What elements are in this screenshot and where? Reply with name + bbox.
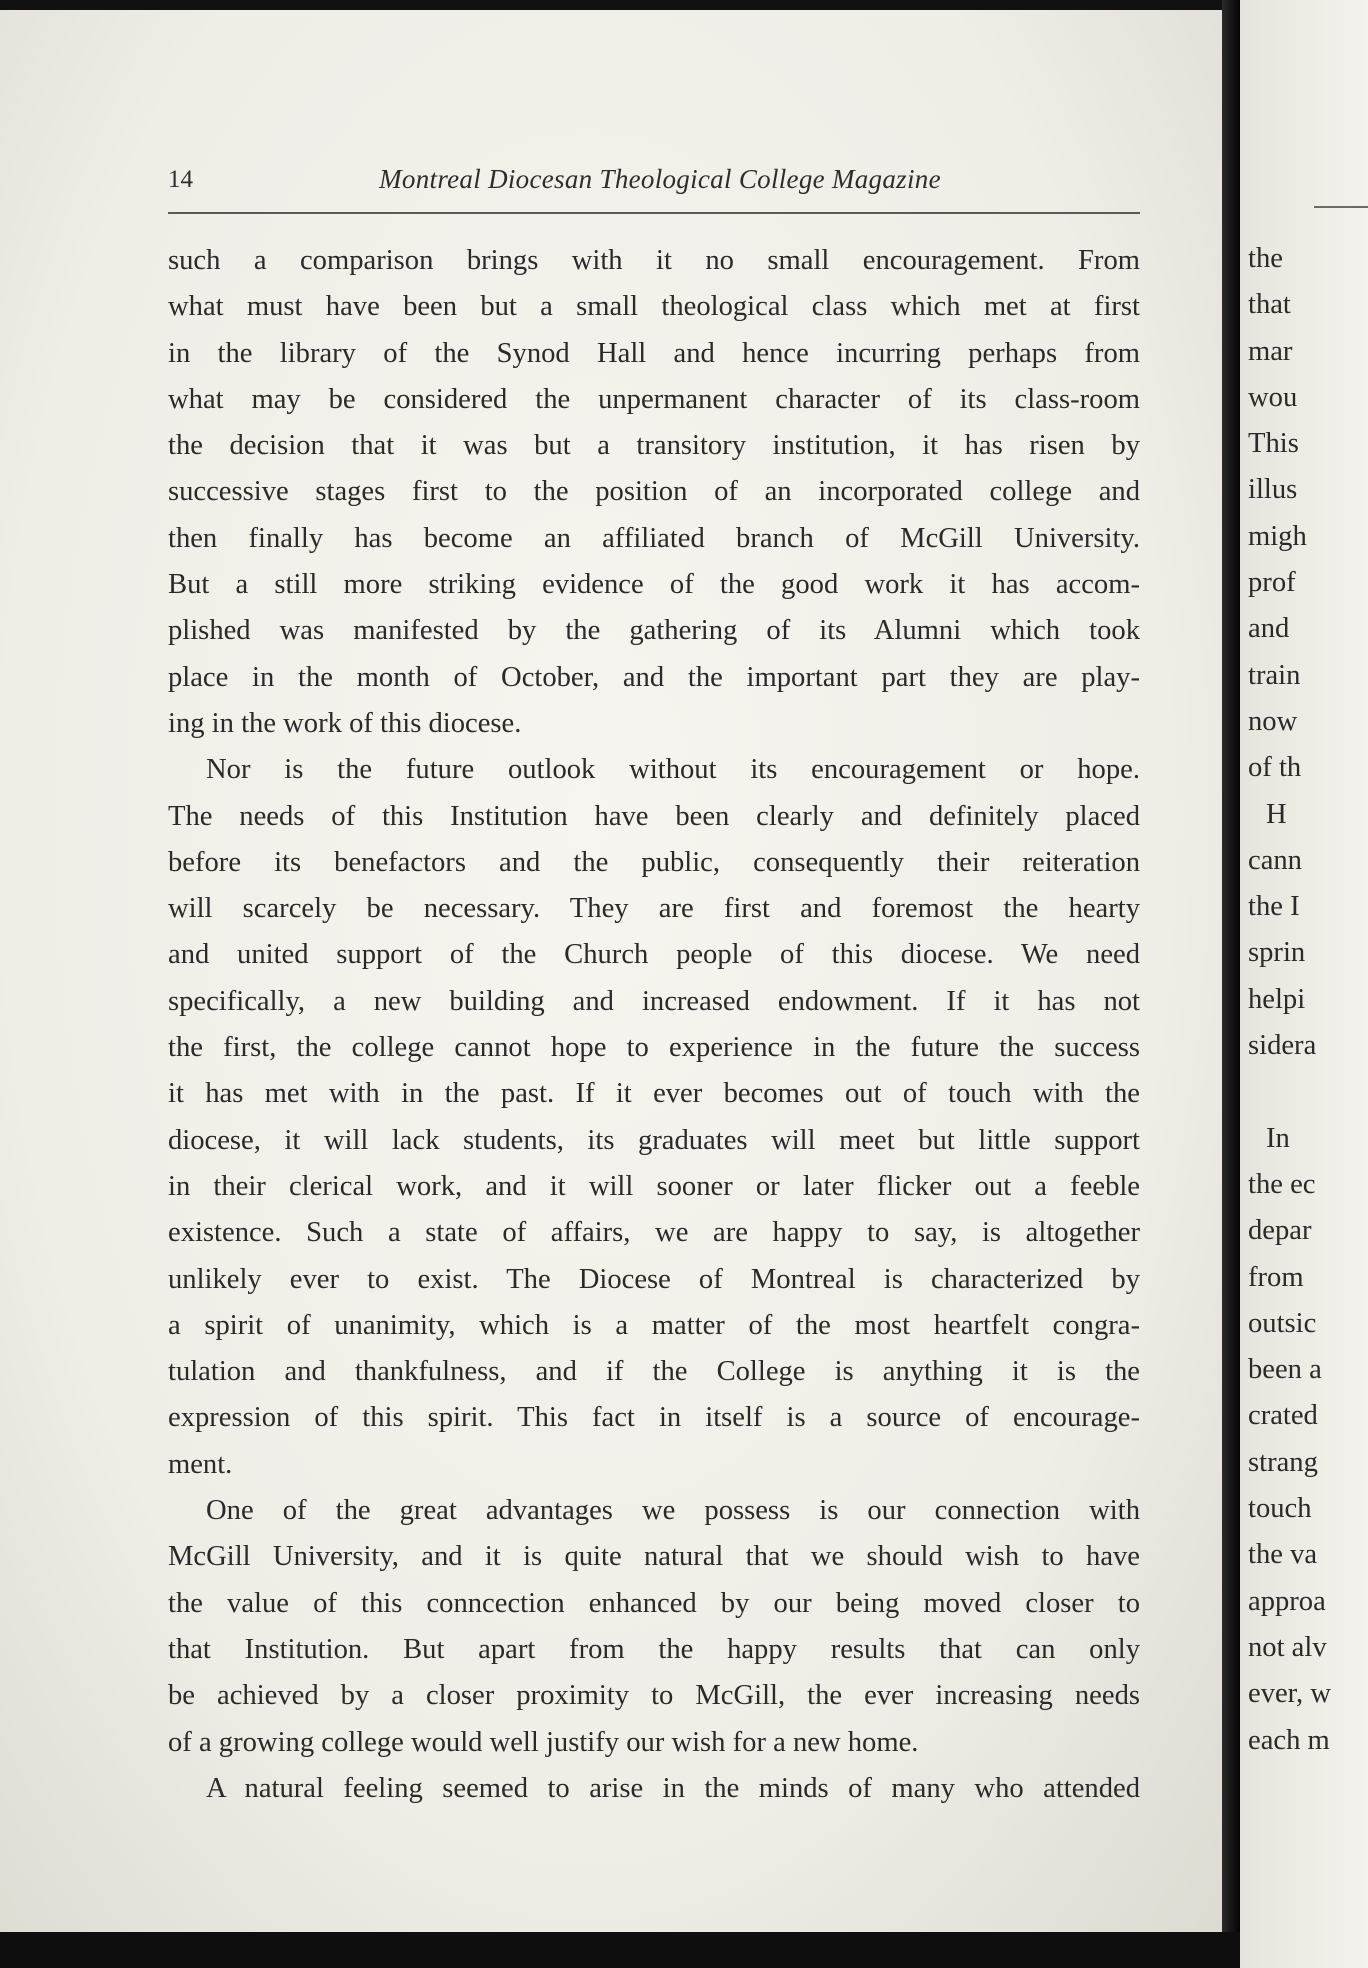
text-fragment (1248, 1069, 1368, 1115)
text-fragment: H (1266, 798, 1287, 830)
text-fragment: wou (1248, 381, 1298, 413)
text-line: But a still more striking evidence of the good work it has accom- (168, 569, 1140, 601)
text-line: before its benefactors and the public, consequently their reiteration (168, 846, 1140, 878)
text-fragment: the ec (1248, 1168, 1316, 1200)
text-fragment: of th (1248, 752, 1302, 784)
text-fragment: strang (1248, 1446, 1318, 1478)
text-fragment: ever, w (1248, 1678, 1332, 1710)
text-line: expression of this spirit. This fact in itself is a source of encourage- (168, 1402, 1140, 1434)
page-number: 14 (168, 166, 193, 193)
text-line: will scarcely be necessary. They are first and foremost the hearty (168, 893, 1140, 925)
text-line: place in the month of October, and the important part they are play- (168, 661, 1140, 693)
text-line: the decision that it was but a transitory institution, it has risen by (168, 430, 1140, 462)
text-fragment: from (1248, 1261, 1304, 1293)
text-fragment: In (1266, 1122, 1290, 1154)
text-line: a spirit of unanimity, which is a matter of the most heartfelt congra- (168, 1309, 1140, 1341)
text-line: in their clerical work, and it will sooner or later flicker out a feeble (168, 1170, 1140, 1202)
text-line: One of the great advantages we possess is our connection with (206, 1495, 1140, 1527)
text-line: of a growing college would well justify our wish for a new home. (168, 1726, 919, 1758)
text-line: that Institution. But apart from the happy results that can only (168, 1633, 1140, 1665)
text-fragment: and (1248, 613, 1290, 645)
text-fragment: touch (1248, 1493, 1312, 1525)
text-fragment: prof (1248, 567, 1296, 599)
text-fragment: crated (1248, 1400, 1318, 1432)
text-line: successive stages first to the position of an incorporated college and (168, 476, 1140, 508)
text-fragment: each m (1248, 1724, 1330, 1756)
text-fragment: not alv (1248, 1631, 1327, 1663)
text-line: The needs of this Institution have been clearly and definitely placed (168, 800, 1140, 832)
text-fragment: sprin (1248, 937, 1306, 969)
text-fragment: the (1248, 243, 1283, 274)
text-line: what must have been but a small theological class which met at first (168, 291, 1140, 323)
text-line: such a comparison brings with it no small encouragement. From (168, 245, 1140, 276)
text-fragment: illus (1248, 474, 1298, 506)
facing-page-text (1248, 236, 1368, 1764)
text-line: Nor is the future outlook without its encouragement or hope. (206, 754, 1140, 786)
text-fragment: sidera (1248, 1030, 1317, 1062)
text-fragment: helpi (1248, 983, 1306, 1015)
text-fragment: approa (1248, 1585, 1326, 1617)
text-line: existence. Such a state of affairs, we are happy to say, is altogether (168, 1217, 1140, 1249)
page-header (168, 166, 1152, 206)
text-fragment: that (1248, 289, 1291, 321)
text-fragment: been a (1248, 1354, 1322, 1386)
text-line: diocese, it will lack students, its graduates will meet but little support (168, 1124, 1140, 1156)
text-line: McGill University, and it is quite natural that we should wish to have (168, 1541, 1140, 1573)
text-line: in the library of the Synod Hall and hence incurring perhaps from (168, 337, 1140, 369)
header-rule (168, 212, 1140, 214)
text-fragment: outsic (1248, 1307, 1317, 1339)
text-line: unlikely ever to exist. The Diocese of Montreal is characterized by (168, 1263, 1140, 1295)
book-gutter (1222, 0, 1240, 1968)
text-line: then finally has become an affiliated branch of McGill University. (168, 522, 1140, 554)
text-line: tulation and thankfulness, and if the College is anything it is the (168, 1356, 1140, 1388)
text-fragment: train (1248, 659, 1301, 691)
text-line: the value of this conncection enhanced by our being moved closer to (168, 1587, 1140, 1619)
facing-page-rule (1314, 206, 1368, 208)
text-fragment: the va (1248, 1539, 1318, 1571)
facing-page (1240, 0, 1368, 1968)
text-fragment: depar (1248, 1215, 1312, 1247)
text-fragment: migh (1248, 520, 1307, 552)
scan-border-bottom (0, 1932, 1240, 1968)
text-fragment: cann (1248, 844, 1302, 876)
text-line: plished was manifested by the gathering of its Alumni which took (168, 615, 1140, 647)
text-line: A natural feeling seemed to arise in the minds of many who attended (206, 1772, 1140, 1804)
text-line: specifically, a new building and increased endowment. If it has not (168, 985, 1140, 1017)
running-title: Montreal Diocesan Theological College Magazine (379, 164, 941, 194)
text-fragment: the I (1248, 891, 1300, 923)
text-fragment: mar (1248, 335, 1293, 367)
text-fragment: This (1248, 428, 1299, 460)
text-line: and united support of the Church people of this diocese. We need (168, 939, 1140, 971)
text-line: what may be considered the unpermanent character of its class-room (168, 383, 1140, 415)
text-line: it has met with in the past. If it ever becomes out of touch with the (168, 1078, 1140, 1110)
text-line: the first, the college cannot hope to experience in the future the success (168, 1032, 1140, 1064)
text-line: ing in the work of this diocese. (168, 707, 522, 739)
text-line: be achieved by a closer proximity to McGill, the ever increasing needs (168, 1680, 1140, 1712)
text-fragment: now (1248, 705, 1298, 737)
article-body (168, 238, 1140, 1812)
text-line: ment. (168, 1448, 233, 1480)
